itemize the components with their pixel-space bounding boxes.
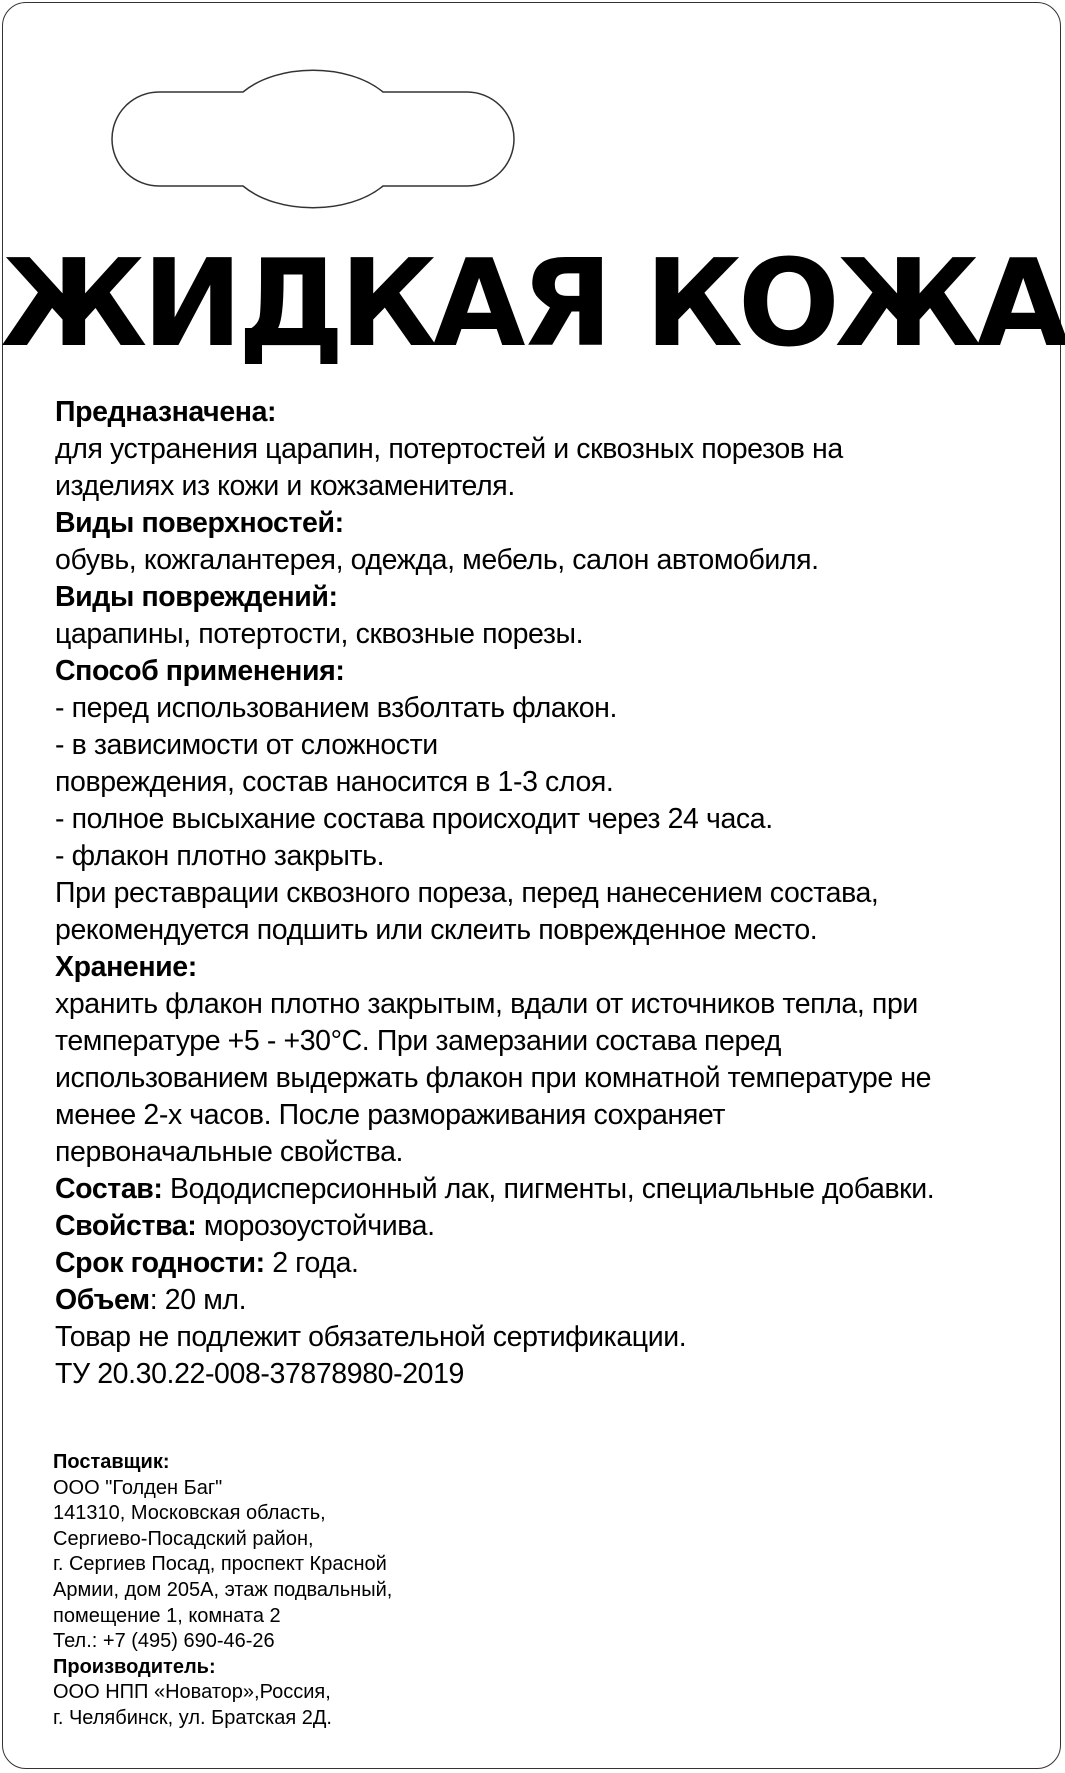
tu-code: ТУ 20.30.22-008-37878980-2019 bbox=[55, 1358, 464, 1390]
usage-line: - в зависимости от сложности bbox=[55, 729, 438, 761]
volume-label: Объем bbox=[55, 1284, 150, 1316]
volume-value: : 20 мл. bbox=[149, 1284, 247, 1316]
usage-line: рекомендуется подшить или склеить поврежденное место. bbox=[55, 914, 818, 946]
composition-label: Состав: bbox=[55, 1173, 163, 1205]
product-description bbox=[55, 394, 1045, 1393]
usage-line: - флакон плотно закрыть. bbox=[55, 840, 385, 872]
surfaces-heading: Виды поверхностей: bbox=[55, 507, 344, 539]
supplier-line: г. Сергиев Посад, проспект Красной bbox=[53, 1553, 387, 1576]
properties-value: морозоустойчива. bbox=[196, 1210, 435, 1242]
supplier-line: помещение 1, комната 2 bbox=[53, 1604, 281, 1627]
manufacturer-line: ООО НПП «Новатор»,Россия, bbox=[53, 1681, 331, 1704]
composition-row bbox=[55, 1171, 1045, 1208]
composition-value: Вододисперсионный лак, пигменты, специальные добавки. bbox=[162, 1173, 935, 1205]
manufacturer-line: г. Челябинск, ул. Братская 2Д. bbox=[53, 1706, 332, 1729]
hang-hole-icon bbox=[3, 3, 1065, 223]
storage-line: использованием выдержать флакон при комнатной температуре не bbox=[55, 1062, 932, 1094]
supplier-line: Сергиево-Посадский район, bbox=[53, 1527, 314, 1550]
company-info bbox=[53, 1450, 653, 1732]
product-title: ЖИДКАЯ КОЖА bbox=[0, 235, 1065, 374]
purpose-line: для устранения царапин, потертостей и сквозных порезов на bbox=[55, 433, 843, 465]
supplier-heading: Поставщик: bbox=[53, 1451, 170, 1473]
supplier-line: Армии, дом 205А, этаж подвальный, bbox=[53, 1578, 393, 1601]
shelf-life-row bbox=[55, 1245, 1045, 1282]
supplier-phone: Тел.: +7 (495) 690-46-26 bbox=[53, 1630, 275, 1653]
supplier-line: ООО "Голден Баг" bbox=[53, 1476, 223, 1499]
usage-heading: Способ применения: bbox=[55, 655, 345, 687]
storage-line: первоначальные свойства. bbox=[55, 1136, 404, 1168]
usage-line: - перед использованием взболтать флакон. bbox=[55, 692, 618, 724]
purpose-heading: Предназначена: bbox=[55, 396, 277, 428]
damage-heading: Виды повреждений: bbox=[55, 581, 338, 613]
storage-heading: Хранение: bbox=[55, 951, 197, 983]
usage-line: - полное высыхание состава происходит через 24 часа. bbox=[55, 803, 773, 835]
usage-line: повреждения, состав наносится в 1-3 слоя. bbox=[55, 766, 614, 798]
shelf-life-label: Срок годности: bbox=[55, 1247, 265, 1279]
supplier-line: 141310, Московская область, bbox=[53, 1502, 326, 1525]
storage-line: менее 2-х часов. После размораживания сохраняет bbox=[55, 1099, 726, 1131]
usage-line: При реставрации сквозного пореза, перед нанесением состава, bbox=[55, 877, 879, 909]
properties-row bbox=[55, 1208, 1045, 1245]
manufacturer-heading: Производитель: bbox=[53, 1655, 216, 1678]
properties-label: Свойства: bbox=[55, 1210, 197, 1242]
storage-line: температуре +5 - +30°С. При замерзании состава перед bbox=[55, 1025, 781, 1057]
certification-note: Товар не подлежит обязательной сертификации. bbox=[55, 1321, 687, 1353]
damage-text: царапины, потертости, сквозные порезы. bbox=[55, 618, 584, 650]
surfaces-text: обувь, кожгалантерея, одежда, мебель, салон автомобиля. bbox=[55, 544, 819, 576]
volume-row bbox=[55, 1282, 1045, 1319]
storage-line: хранить флакон плотно закрытым, вдали от источников тепла, при bbox=[55, 988, 918, 1020]
purpose-line: изделиях из кожи и кожзаменителя. bbox=[55, 470, 515, 502]
shelf-life-value: 2 года. bbox=[264, 1247, 359, 1279]
